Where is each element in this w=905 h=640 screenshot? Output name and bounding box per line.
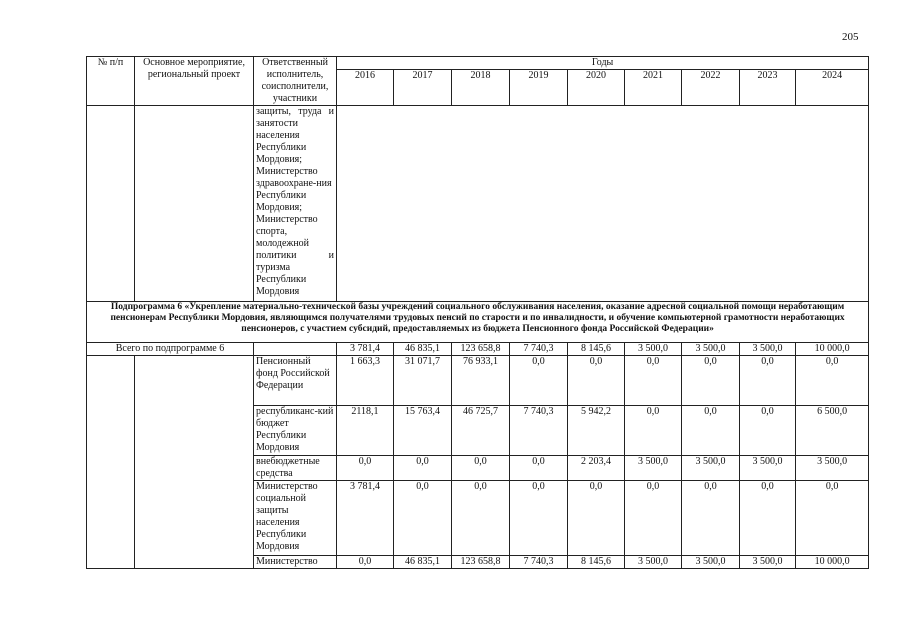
value-cell: 0,0: [625, 406, 682, 456]
header-responsible: Ответственный исполнитель, соисполнители, участники: [254, 57, 337, 106]
source-label: республиканс-кий бюджет Республики Мордовия: [254, 406, 337, 456]
year-header: 2018: [452, 70, 510, 106]
value-cell: 0,0: [740, 481, 796, 556]
budget-table: [86, 56, 869, 569]
empty-cell: [135, 356, 254, 569]
value-cell: 2118,1: [337, 406, 394, 456]
year-header: 2017: [394, 70, 452, 106]
value-cell: 0,0: [510, 356, 568, 406]
total-label: Всего по подпрограмме 6: [87, 343, 254, 356]
value-cell: 0,0: [740, 406, 796, 456]
value-cell: 3 500,0: [740, 456, 796, 481]
empty-cell: [87, 106, 135, 302]
value-cell: 76 933,1: [452, 356, 510, 406]
value-cell: 8 145,6: [568, 343, 625, 356]
value-cell: 0,0: [452, 481, 510, 556]
value-cell: 123 658,8: [452, 556, 510, 569]
value-cell: 46 835,1: [394, 343, 452, 356]
value-cell: 3 781,4: [337, 343, 394, 356]
value-cell: 3 500,0: [625, 343, 682, 356]
value-cell: 3 781,4: [337, 481, 394, 556]
empty-cell: [87, 356, 135, 569]
value-cell: 2 203,4: [568, 456, 625, 481]
year-header: 2021: [625, 70, 682, 106]
value-cell: 3 500,0: [682, 556, 740, 569]
value-cell: 3 500,0: [740, 556, 796, 569]
value-cell: 0,0: [796, 356, 869, 406]
value-cell: 3 500,0: [682, 456, 740, 481]
source-label: внебюджетные средства: [254, 456, 337, 481]
value-cell: 0,0: [625, 356, 682, 406]
value-cell: 0,0: [682, 406, 740, 456]
year-header: 2022: [682, 70, 740, 106]
empty-cell: [135, 106, 254, 302]
value-cell: 0,0: [682, 481, 740, 556]
value-cell: 10 000,0: [796, 556, 869, 569]
page-number: 205: [842, 31, 859, 43]
responsible-continuation: защиты, труда и занятости населения Республики Мордовия; Министерство здравоохране-ния Республики Мордовия; Министерство спорта, молодежной политики и туризма Республики Мордовия: [254, 106, 337, 302]
header-num: № п/п: [87, 57, 135, 106]
value-cell: 8 145,6: [568, 556, 625, 569]
value-cell: 3 500,0: [625, 556, 682, 569]
year-header: 2023: [740, 70, 796, 106]
value-cell: 31 071,7: [394, 356, 452, 406]
source-label: Пенсионный фонд Российской Федерации: [254, 356, 337, 406]
empty-cell: [254, 343, 337, 356]
value-cell: 15 763,4: [394, 406, 452, 456]
subprogram-title: Подпрограмма 6 «Укрепление материально-технической базы учреждений социального обслуживания населения, оказание адресной социальной помощи неработающим пенсионерам Республики Мордовия, являющимся получателями трудовых пенсий по старости и по инвалидности, и обучение компьютерной грамотности неработающих пенсионеров, с участием субсидий, предоставляемых из бюджета Пенсионного фонда Российской Федерации»: [87, 302, 869, 343]
header-activity: Основное мероприятие, региональный проект: [135, 57, 254, 106]
value-cell: 0,0: [625, 481, 682, 556]
source-label: Министерство: [254, 556, 337, 569]
value-cell: 0,0: [510, 481, 568, 556]
header-years: Годы: [337, 57, 869, 70]
value-cell: 46 725,7: [452, 406, 510, 456]
value-cell: 7 740,3: [510, 406, 568, 456]
value-cell: 46 835,1: [394, 556, 452, 569]
value-cell: 7 740,3: [510, 556, 568, 569]
value-cell: 0,0: [568, 356, 625, 406]
value-cell: 0,0: [337, 456, 394, 481]
value-cell: 0,0: [682, 356, 740, 406]
value-cell: 3 500,0: [796, 456, 869, 481]
value-cell: 123 658,8: [452, 343, 510, 356]
value-cell: 1 663,3: [337, 356, 394, 406]
value-cell: 3 500,0: [682, 343, 740, 356]
source-label: Министерство социальной защиты населения Республики Мордовия: [254, 481, 337, 556]
year-header: 2020: [568, 70, 625, 106]
value-cell: 0,0: [394, 481, 452, 556]
value-cell: 7 740,3: [510, 343, 568, 356]
value-cell: 3 500,0: [625, 456, 682, 481]
value-cell: 0,0: [796, 481, 869, 556]
value-cell: 0,0: [337, 556, 394, 569]
year-header: 2019: [510, 70, 568, 106]
value-cell: 10 000,0: [796, 343, 869, 356]
empty-years-area: [337, 106, 869, 302]
value-cell: 0,0: [740, 356, 796, 406]
value-cell: 0,0: [510, 456, 568, 481]
value-cell: 3 500,0: [740, 343, 796, 356]
value-cell: 0,0: [452, 456, 510, 481]
year-header: 2024: [796, 70, 869, 106]
value-cell: 0,0: [568, 481, 625, 556]
value-cell: 0,0: [394, 456, 452, 481]
year-header: 2016: [337, 70, 394, 106]
value-cell: 6 500,0: [796, 406, 869, 456]
value-cell: 5 942,2: [568, 406, 625, 456]
